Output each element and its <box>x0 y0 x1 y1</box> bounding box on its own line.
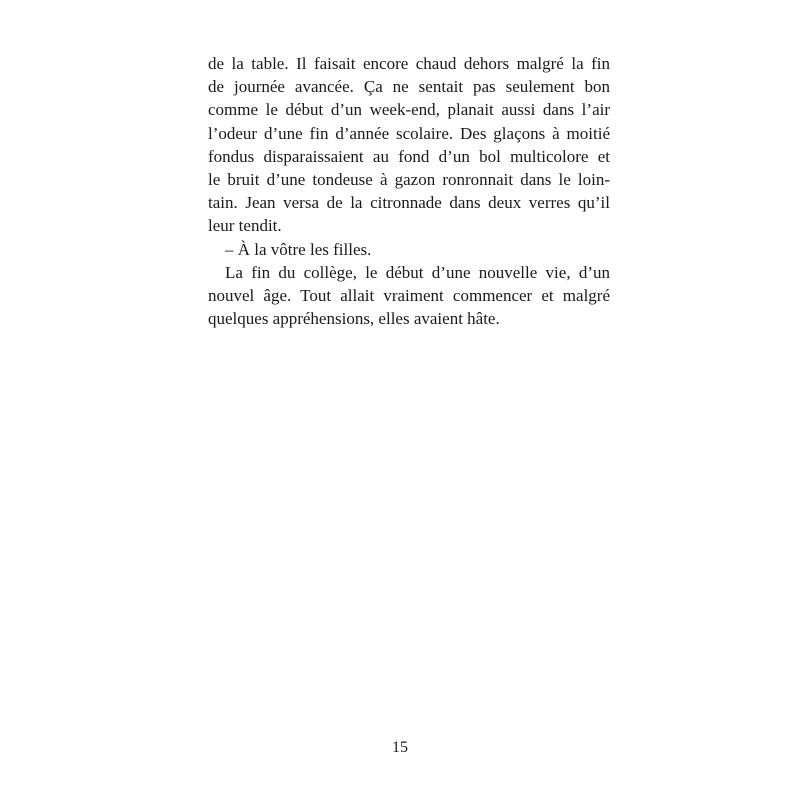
text-line: de la table. Il faisait encore chaud dehors malgré la fin <box>208 54 610 73</box>
text-line: fondus disparaissaient au fond d’un bol multicolore et <box>208 146 610 166</box>
text-line: comme le début d’un week-end, planait aussi dans l’air <box>208 100 610 120</box>
paragraph-2-dialogue <box>208 238 610 261</box>
dialogue-line: – À la vôtre les filles. <box>225 239 372 259</box>
text-line: nouvel âge. Tout allait vraiment commencer et malgré <box>208 285 610 305</box>
text-line: de journée avancée. Ça ne sentait pas seulement bon <box>208 77 610 97</box>
text-line: l’odeur d’une fin d’année scolaire. Des glaçons à moitié <box>208 123 610 143</box>
paragraph-1 <box>208 52 610 238</box>
text-line: quelques appréhensions, elles avaient hâte. <box>208 309 500 329</box>
body-text <box>208 52 610 330</box>
text-line: tain. Jean versa de la citronnade dans deux verres qu’il <box>208 193 610 213</box>
text-line: La fin du collège, le début d’une nouvelle vie, d’un <box>225 262 610 282</box>
paragraph-3 <box>208 261 610 331</box>
text-line: leur tendit. <box>208 216 282 236</box>
page-number: 15 <box>392 739 408 756</box>
text-line: le bruit d’une tondeuse à gazon ronronnait dans le loin- <box>208 169 610 189</box>
